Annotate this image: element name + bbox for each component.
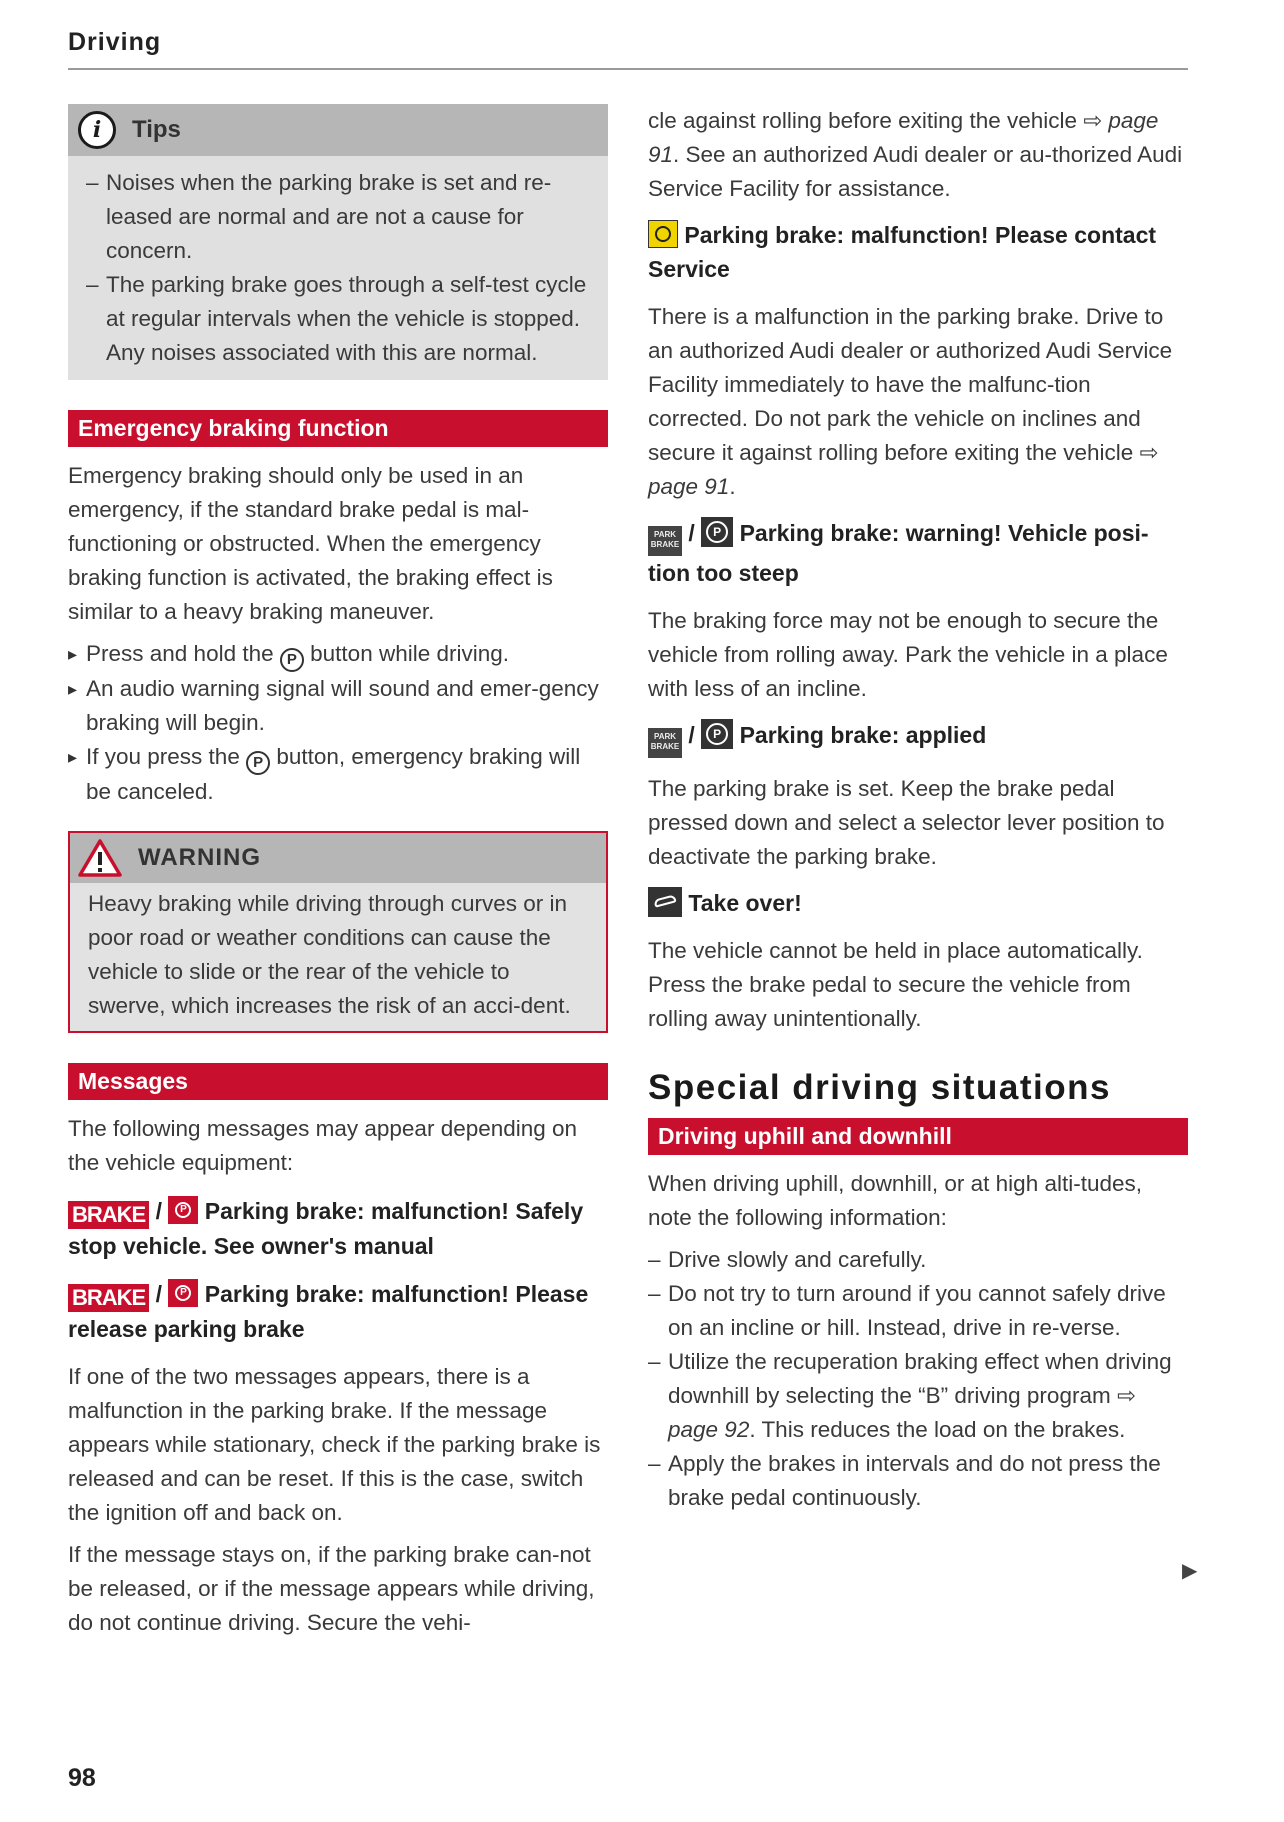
message-title-6 bbox=[648, 886, 1188, 920]
uphill-intro: When driving uphill, downhill, or at high alti-tudes, note the following information: bbox=[648, 1171, 1143, 1230]
message-title-3 bbox=[648, 218, 1188, 286]
emergency-intro: Emergency braking should only be used in an emergency, if the standard brake pedal is mal-functioning or obstructed. When the emergency braking function is activated, the braking effect is similar to a heavy braking maneuver. bbox=[68, 463, 553, 624]
message-text: Parking brake: warning! Vehicle posi-tion too steep bbox=[648, 520, 1149, 586]
message-title-2 bbox=[68, 1277, 608, 1346]
continue-arrow-icon: ▶ bbox=[1182, 1560, 1198, 1582]
step-text: If you press the bbox=[86, 744, 240, 769]
warning-title: WARNING bbox=[138, 844, 261, 871]
page-reference-link[interactable]: ⇨ page 91 bbox=[648, 440, 1159, 499]
park-brake-indicator-icon: PARK BRAKE bbox=[648, 526, 682, 556]
text: . bbox=[729, 474, 736, 499]
parking-brake-red-icon: P bbox=[168, 1279, 198, 1307]
message-title-5 bbox=[648, 718, 1188, 758]
text: Utilize the recuperation braking effect when driving downhill by selecting the “B” driving program bbox=[668, 1349, 1172, 1408]
text: . See an authorized Audi dealer or au-thorized Audi Service Facility for assistance. bbox=[648, 142, 1183, 201]
info-icon: i bbox=[78, 111, 116, 149]
warning-box bbox=[68, 831, 608, 1033]
page-reference-link[interactable]: ⇨ page 91 bbox=[648, 108, 1159, 167]
warning-text: Heavy braking while driving through curves or in poor road or weather conditions can cause the vehicle to slide or the rear of the vehicle to swerve, which increases the risk of an acci-dent. bbox=[88, 891, 571, 1018]
emergency-steps bbox=[68, 637, 608, 809]
p-symbol: P bbox=[706, 521, 728, 543]
parking-brake-button-icon: P bbox=[280, 648, 304, 672]
emergency-step-2: ▸ An audio warning signal will sound and emer-gency braking will begin. bbox=[68, 672, 608, 740]
message-text: Parking brake: malfunction! Safely stop vehicle. See owner's manual bbox=[68, 1198, 584, 1259]
step-text: Press and hold the bbox=[86, 641, 274, 666]
tips-title: Tips bbox=[132, 116, 181, 143]
special-driving-heading: Special driving situations bbox=[648, 1068, 1111, 1107]
parking-brake-button-icon: P bbox=[246, 751, 270, 775]
emergency-step-1 bbox=[68, 637, 608, 672]
slash: / bbox=[155, 1198, 163, 1224]
uphill-downhill-heading: Driving uphill and downhill bbox=[648, 1118, 1188, 1155]
messages-heading: Messages bbox=[68, 1063, 608, 1100]
page-reference-link[interactable]: ⇨ page 92 bbox=[668, 1383, 1136, 1442]
message-title-1 bbox=[68, 1194, 608, 1263]
parking-brake-yellow-icon bbox=[648, 220, 678, 248]
slash: / bbox=[155, 1281, 163, 1307]
emergency-braking-heading: Emergency braking function bbox=[68, 410, 608, 447]
text: cle against rolling before exiting the vehicle bbox=[648, 108, 1078, 133]
tips-header bbox=[68, 104, 608, 156]
continued-paragraph bbox=[648, 104, 1188, 206]
tips-list bbox=[68, 156, 608, 370]
step-text: button while driving. bbox=[310, 641, 510, 666]
uphill-item: – Apply the brakes in intervals and do not press the brake pedal continuously. bbox=[648, 1447, 1188, 1515]
text: . This reduces the load on the brakes. bbox=[749, 1417, 1126, 1442]
tips-box bbox=[68, 104, 608, 380]
slash: / bbox=[688, 722, 695, 748]
tips-item: – Noises when the parking brake is set and re-leased are normal and are not a cause for concern. bbox=[86, 166, 592, 268]
message-text: Parking brake: malfunction! Please release parking brake bbox=[68, 1281, 589, 1342]
tips-item: – The parking brake goes through a self-test cycle at regular intervals when the vehicle is stopped. Any noises associated with this are normal. bbox=[86, 268, 592, 370]
parking-brake-red-icon: P bbox=[168, 1196, 198, 1224]
message-text: Parking brake: applied bbox=[739, 722, 987, 748]
brake-warning-icon: BRAKE bbox=[68, 1284, 149, 1312]
warning-header bbox=[70, 833, 606, 883]
message-5-text: The parking brake is set. Keep the brake pedal pressed down and select a selector lever position to deactivate the parking brake. bbox=[648, 776, 1165, 869]
parking-brake-p-icon bbox=[701, 517, 733, 547]
uphill-item bbox=[648, 1345, 1188, 1447]
message-text: Take over! bbox=[688, 890, 802, 916]
message-6-text: The vehicle cannot be held in place automatically. Press the brake pedal to secure the vehicle from rolling away unintentionally. bbox=[648, 938, 1143, 1031]
park-brake-indicator-icon: PARK BRAKE bbox=[648, 728, 682, 758]
brake-warning-icon: BRAKE bbox=[68, 1201, 149, 1229]
left-column bbox=[68, 104, 608, 1640]
step-text: button, emergency braking will be canceled. bbox=[86, 744, 581, 804]
uphill-item: – Do not try to turn around if you cannot safely drive on an incline or hill. Instead, drive in re-verse. bbox=[648, 1277, 1188, 1345]
message-4-text: The braking force may not be enough to secure the vehicle from rolling away. Park the vehicle in a place with less of an incline. bbox=[648, 608, 1168, 701]
uphill-item: – Drive slowly and carefully. bbox=[648, 1243, 1188, 1277]
right-column bbox=[648, 104, 1188, 1515]
message-text: Parking brake: malfunction! Please contact Service bbox=[648, 222, 1157, 282]
slash: / bbox=[688, 520, 695, 546]
page-number: 98 bbox=[68, 1764, 96, 1792]
p-symbol: P bbox=[706, 723, 728, 745]
text: There is a malfunction in the parking brake. Drive to an authorized Audi dealer or authorized Audi Service Facility immediately to have the malfunc-tion corrected. Do not park the vehicle on inclines and secure it against rolling before exiting the vehicle bbox=[648, 304, 1173, 465]
messages-paragraph-1: If one of the two messages appears, there is a malfunction in the parking brake. If the message appears while stationary, check if the parking brake is released and can be reset. If this is the case, switch the ignition off and back on. bbox=[68, 1364, 601, 1525]
header-rule bbox=[68, 68, 1188, 70]
emergency-step-3 bbox=[68, 740, 608, 809]
messages-paragraph-2: If the message stays on, if the parking brake can-not be released, or if the message appears while driving, do not continue driving. Secure the vehi- bbox=[68, 1542, 595, 1635]
messages-intro: The following messages may appear depending on the vehicle equipment: bbox=[68, 1116, 578, 1175]
uphill-list bbox=[648, 1243, 1188, 1515]
warning-triangle-icon bbox=[78, 839, 122, 877]
message-title-4 bbox=[648, 516, 1188, 590]
parking-brake-p-icon bbox=[701, 719, 733, 749]
take-over-steering-icon bbox=[648, 887, 682, 917]
message-3-text bbox=[648, 300, 1188, 504]
running-header: Driving bbox=[68, 28, 162, 56]
